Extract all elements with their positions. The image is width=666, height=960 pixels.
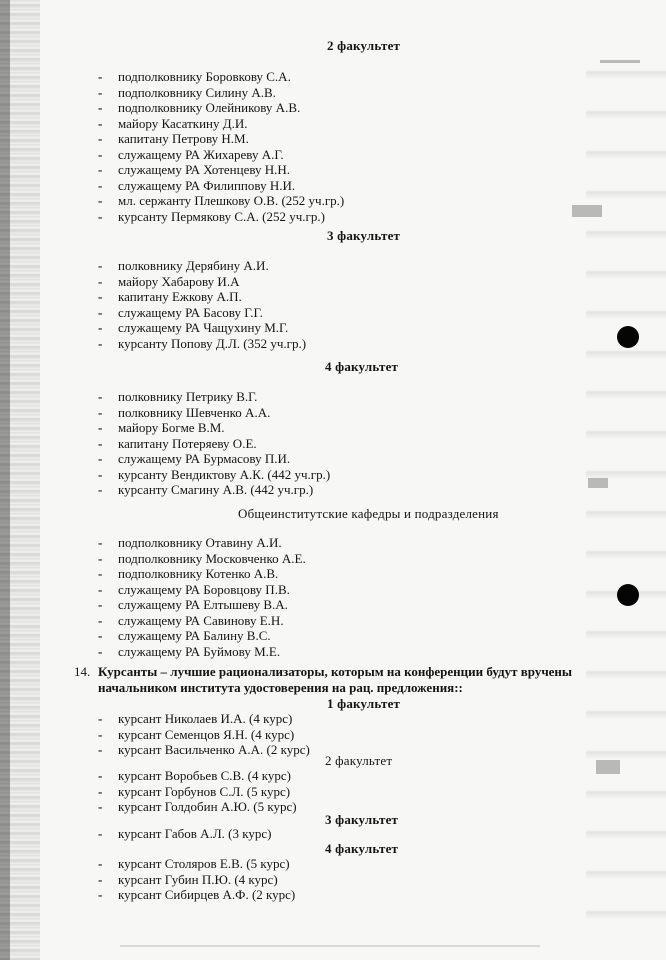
list-item: - служащему РА Балину В.С. bbox=[98, 628, 306, 644]
section-list bbox=[98, 389, 330, 498]
list-item: - курсант Столяров Е.В. (5 курс) bbox=[98, 856, 295, 872]
list-item: - служащему РА Савинову Е.Н. bbox=[98, 613, 306, 629]
punch-hole-bottom bbox=[617, 584, 639, 606]
list-item: - курсант Семенцов Я.Н. (4 курс) bbox=[98, 727, 310, 743]
list-item: - курсанту Вендиктову А.К. (442 уч.гр.) bbox=[98, 467, 330, 483]
scan-noise bbox=[600, 60, 640, 63]
section-list bbox=[98, 69, 344, 224]
section-list bbox=[98, 826, 271, 842]
punch-hole-top bbox=[617, 326, 639, 348]
list-item: - капитану Потеряеву О.Е. bbox=[98, 436, 330, 452]
list-item: - служащему РА Хотенцеву Н.Н. bbox=[98, 162, 344, 178]
section-heading: 4 факультет bbox=[325, 359, 399, 374]
list-item: - подполковнику Боровкову С.А. bbox=[98, 69, 344, 85]
list-item: - полковнику Петрику В.Г. bbox=[98, 389, 330, 405]
list-item: - служащему РА Елтышеву В.А. bbox=[98, 597, 306, 613]
section-list bbox=[98, 258, 306, 351]
section-list bbox=[98, 711, 310, 758]
list-item: - майору Хабарову И.А bbox=[98, 274, 306, 290]
list-item: - служащему РА Бурмасову П.И. bbox=[98, 451, 330, 467]
list-item: - служащему РА Филиппову Н.И. bbox=[98, 178, 344, 194]
list-item: - служащему РА Боровцову П.В. bbox=[98, 582, 306, 598]
list-item: - курсант Габов А.Л. (3 курс) bbox=[98, 826, 271, 842]
list-item: - курсанту Попову Д.Л. (352 уч.гр.) bbox=[98, 336, 306, 352]
scan-noise bbox=[596, 760, 620, 774]
section-list bbox=[98, 856, 295, 903]
scan-noise bbox=[120, 945, 540, 947]
scan-noise bbox=[588, 478, 608, 488]
list-item: - капитану Ежкову А.П. bbox=[98, 289, 306, 305]
section-heading: 3 факультет bbox=[325, 812, 399, 827]
section-heading: 4 факультет bbox=[325, 841, 399, 856]
section-list bbox=[98, 535, 306, 659]
list-item: - курсант Васильченко А.А. (2 курс) bbox=[98, 742, 310, 758]
paragraph-text: Курсанты – лучшие рационализаторы, которым на конференции будут вручены начальником института удостоверения на рац. предложения:: bbox=[98, 664, 573, 695]
list-item: - подполковнику Олейникову А.В. bbox=[98, 100, 344, 116]
list-item: - подполковнику Отавину А.И. bbox=[98, 535, 306, 551]
scan-noise bbox=[572, 205, 602, 217]
list-item: - курсант Воробьев С.В. (4 курс) bbox=[98, 768, 297, 784]
list-item: - майору Касаткину Д.И. bbox=[98, 116, 344, 132]
list-item: - курсант Голдобин А.Ю. (5 курс) bbox=[98, 799, 297, 815]
list-item: - служащему РА Буймову М.Е. bbox=[98, 644, 306, 660]
list-item: - мл. сержанту Плешкову О.В. (252 уч.гр.) bbox=[98, 193, 344, 209]
list-item: - майору Богме В.М. bbox=[98, 420, 330, 436]
section-heading: 2 факультет bbox=[327, 38, 401, 53]
list-item: - курсанту Пермякову С.А. (252 уч.гр.) bbox=[98, 209, 344, 225]
list-item: - подполковнику Московченко А.Е. bbox=[98, 551, 306, 567]
scan-edge-left bbox=[0, 0, 40, 960]
list-item: - полковнику Дерябину А.И. bbox=[98, 258, 306, 274]
section-heading: 2 факультет bbox=[325, 753, 393, 768]
section-heading: Общеинститутские кафедры и подразделения bbox=[238, 506, 499, 521]
list-item: - подполковнику Котенко А.В. bbox=[98, 566, 306, 582]
list-item: - курсант Горбунов С.Л. (5 курс) bbox=[98, 784, 297, 800]
section-heading: 1 факультет bbox=[327, 696, 401, 711]
list-item: - капитану Петрову Н.М. bbox=[98, 131, 344, 147]
paragraph-number: 14. bbox=[74, 664, 91, 679]
list-item: - курсанту Смагину А.В. (442 уч.гр.) bbox=[98, 482, 330, 498]
section-list bbox=[98, 768, 297, 815]
section-heading: 3 факультет bbox=[327, 228, 401, 243]
list-item: - служащему РА Басову Г.Г. bbox=[98, 305, 306, 321]
list-item: - курсант Губин П.Ю. (4 курс) bbox=[98, 872, 295, 888]
list-item: - курсант Сибирцев А.Ф. (2 курс) bbox=[98, 887, 295, 903]
list-item: - подполковнику Силину А.В. bbox=[98, 85, 344, 101]
list-item: - служащему РА Чащухину М.Г. bbox=[98, 320, 306, 336]
list-item: - курсант Николаев И.А. (4 курс) bbox=[98, 711, 310, 727]
list-item: - служащему РА Жихареву А.Г. bbox=[98, 147, 344, 163]
list-item: - полковнику Шевченко А.А. bbox=[98, 405, 330, 421]
